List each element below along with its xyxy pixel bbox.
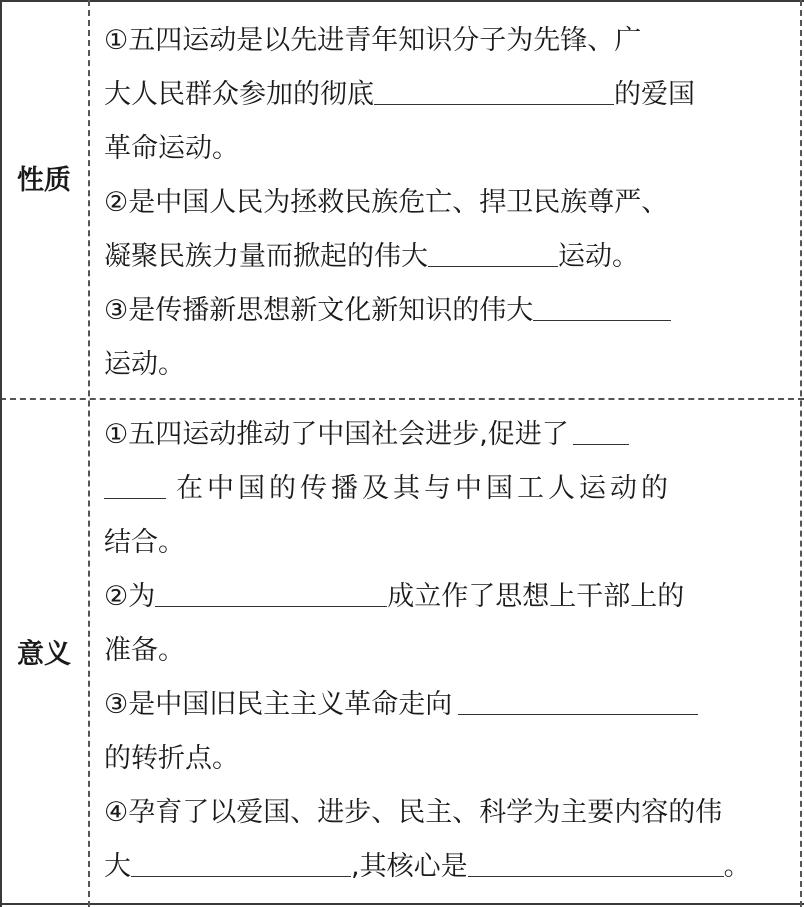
fill-blank[interactable] (573, 410, 629, 445)
significance-item-4-text-a: 大 (104, 851, 131, 882)
fill-blank[interactable] (468, 842, 724, 877)
nature-item-1-text-a: 大人民群众参加的彻底 (104, 79, 374, 110)
significance-item-1-line-2 (104, 462, 672, 516)
fill-blank[interactable] (428, 232, 558, 267)
nature-item-1-text-b: 的爱国 (614, 79, 695, 110)
significance-item-4-line-2 (104, 840, 751, 894)
nature-cell (104, 14, 794, 398)
significance-item-3-text-a: ③是中国旧民主主义革命走向 (104, 689, 453, 720)
significance-item-2-line-1 (104, 570, 684, 624)
table-left-border (0, 0, 2, 907)
fill-blank[interactable] (104, 464, 166, 499)
significance-item-1-line-3: 结合。 (104, 527, 185, 558)
table-top-border (0, 0, 804, 2)
fill-blank[interactable] (458, 680, 698, 715)
row-divider (0, 398, 804, 400)
significance-item-2-line-2: 准备。 (104, 635, 185, 666)
nature-item-2-line-1: ②是中国人民为拯救民族危亡、捍卫民族尊严、 (104, 187, 669, 218)
nature-item-3-text: ③是传播新思想新文化新知识的伟大 (104, 295, 534, 326)
fill-blank[interactable] (374, 70, 614, 105)
row-label-significance: 意义 (17, 639, 71, 670)
column-divider (88, 0, 90, 907)
significance-item-1-text-b: 在中国的传播及其与中国工人运动的 (176, 473, 672, 504)
significance-item-2-text-a: ②为 (104, 581, 156, 612)
significance-item-2-text-b: 成立作了思想上干部上的 (387, 581, 685, 612)
significance-item-4-text-b: ,其核心是 (351, 851, 468, 882)
significance-item-1-text-a: ①五四运动推动了中国社会进步,促进了 (104, 419, 569, 450)
nature-item-1-line-3: 革命运动。 (104, 133, 239, 164)
nature-item-2-line-2 (104, 230, 639, 284)
nature-item-3-line-2: 运动。 (104, 349, 185, 380)
significance-item-3-line-2: 的转折点。 (104, 743, 239, 774)
nature-item-1-line-2 (104, 68, 695, 122)
nature-item-2-text-a: 凝聚民族力量而掀起的伟大 (104, 241, 428, 272)
row-label-nature: 性质 (17, 165, 71, 196)
nature-item-1-line-1: ①五四运动是以先进青年知识分子为先锋、广 (104, 25, 642, 56)
significance-cell (104, 408, 794, 903)
table-right-border (800, 0, 802, 907)
fill-blank[interactable] (131, 842, 351, 877)
significance-item-3-line-1 (104, 678, 698, 732)
nature-item-3-line-1 (104, 284, 671, 338)
significance-item-4-line-1: ④孕育了以爱国、进步、民主、科学为主要内容的伟 (104, 797, 723, 828)
fill-blank[interactable] (533, 286, 671, 321)
significance-item-1-line-1 (104, 408, 629, 462)
significance-item-4-text-c: 。 (723, 851, 751, 882)
fill-blank[interactable] (155, 572, 387, 607)
nature-item-2-text-b: 运动。 (558, 241, 639, 272)
table-bottom-border (0, 903, 804, 905)
